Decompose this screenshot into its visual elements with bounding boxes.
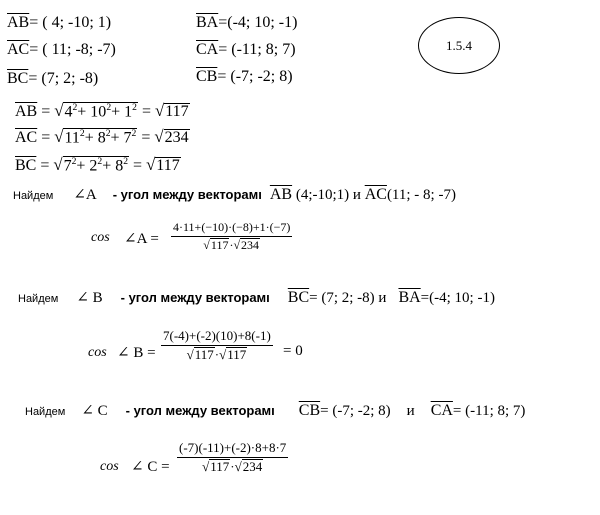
vector-ac-line: [7, 41, 116, 59]
angle-c-numerator: (-7)(-11)+(-2)·8+8·7: [177, 440, 288, 458]
vector-ba-value: =(-4; 10; -1): [218, 14, 298, 31]
angle-b-numerator: 7(-4)+(-2)(10)+8(-1): [161, 328, 273, 346]
vector-ba-name: $\overline{BA}$: [196, 14, 219, 31]
vector-cb-line: [196, 68, 293, 86]
angle-b-result: = 0: [283, 343, 303, 359]
angle-a-symbol: ∠A: [73, 187, 97, 203]
angle-b-vector2: $\overline{BA}$: [398, 289, 421, 306]
angle-b-cos-label: cos: [88, 345, 107, 360]
angle-a-vector2: $\overline{AC}$: [364, 186, 387, 203]
length-ac-result: 234: [164, 129, 189, 146]
angle-a-denominator: √117·√234: [203, 238, 260, 252]
vector-ac-name: $\overline{AC}$: [7, 41, 30, 58]
vector-bc-value: = (7; 2; -8): [28, 70, 99, 87]
length-ab-name: $\overline{AB}$: [15, 103, 38, 120]
angle-b-heading: [18, 288, 495, 307]
angle-b-vector1-value: = (7; 2; -8) и: [309, 290, 387, 306]
vector-cb-name: $\overline{CB}$: [196, 68, 218, 85]
angle-b-denominator: √117·√117: [186, 347, 247, 362]
vector-ca-value: = (-11; 8; 7): [218, 41, 296, 58]
angle-c-vector2: $\overline{CA}$: [430, 402, 453, 419]
angle-b-description: - угол между векторамı: [120, 290, 270, 305]
angle-c-cos-label: cos: [100, 459, 119, 474]
vector-bc-name: $\overline{BC}$: [7, 70, 29, 87]
angle-a-vector1-value: (4;-10;1) и: [292, 187, 365, 203]
vector-cb-value: = (-7; -2; 8): [217, 68, 293, 85]
angle-a-lhs: ∠A =: [124, 231, 159, 247]
angle-a-description: - угол между векторамı: [112, 187, 262, 202]
angle-c-symbol: ∠ C: [81, 403, 108, 419]
length-ac-line: $\overline{AC} = √11^2+ 8^2+ 7^2 = √234$: [15, 127, 189, 146]
angle-c-vector2-value: = (-11; 8; 7): [452, 403, 526, 419]
vector-ab-line: [7, 14, 111, 32]
angle-c-description: - угол между векторамı: [125, 403, 275, 418]
angle-a-cos-label: cos: [91, 230, 110, 245]
angle-b-vector2-value: =(-4; 10; -1): [420, 290, 495, 306]
angle-b-vector1: $\overline{BC}$: [287, 289, 310, 306]
angle-c-denominator: √117·√234: [202, 459, 263, 474]
angle-a-numerator: 4·11+(−10)·(−8)+1·(−7): [171, 220, 292, 237]
problem-number-badge: 1.5.4: [418, 17, 500, 74]
length-bc-line: $\overline{BC} = √7^2+ 2^2+ 8^2 = √117$: [15, 155, 180, 174]
vector-ab-value: = ( 4; -10; 1): [29, 14, 112, 31]
angle-c-and: и: [406, 403, 415, 419]
angle-b-find-label: Найдем: [18, 293, 59, 305]
length-bc-result: 117: [156, 157, 180, 174]
angle-c-lhs: ∠ C =: [131, 459, 170, 475]
vector-ba-line: [196, 14, 297, 32]
angle-a-find-label: Найдем: [13, 190, 54, 202]
angle-a-vector1: $\overline{AB}$: [269, 186, 293, 203]
length-ab-line: $\overline{AB} = √4^2+ 10^2+ 1^2 = √117$: [15, 101, 189, 120]
angle-b-symbol: ∠ B: [76, 290, 103, 306]
angle-c-fraction: [177, 440, 288, 475]
vector-bc-line: [7, 70, 98, 88]
vector-ab-name: $\overline{AB}$: [7, 14, 30, 31]
length-bc-name: $\overline{BC}$: [15, 157, 37, 174]
vector-ca-line: [196, 41, 296, 59]
angle-a-fraction: [171, 220, 292, 253]
vector-ca-name: $\overline{CA}$: [196, 41, 219, 58]
angle-c-heading: [25, 401, 525, 420]
angle-c-vector1-value: = (-7; -2; 8): [320, 403, 391, 419]
angle-a-vector2-value: (11; - 8; -7): [386, 187, 456, 203]
angle-c-find-label: Найдем: [25, 406, 66, 418]
length-ab-result: 117: [165, 103, 189, 120]
angle-b-fraction: [161, 328, 273, 363]
vector-ac-value: = ( 11; -8; -7): [29, 41, 116, 58]
length-ac-name: $\overline{AC}$: [15, 129, 38, 146]
angle-a-heading: [13, 185, 456, 204]
angle-c-vector1: $\overline{CB}$: [298, 402, 321, 419]
angle-b-lhs: ∠ B =: [117, 345, 156, 361]
